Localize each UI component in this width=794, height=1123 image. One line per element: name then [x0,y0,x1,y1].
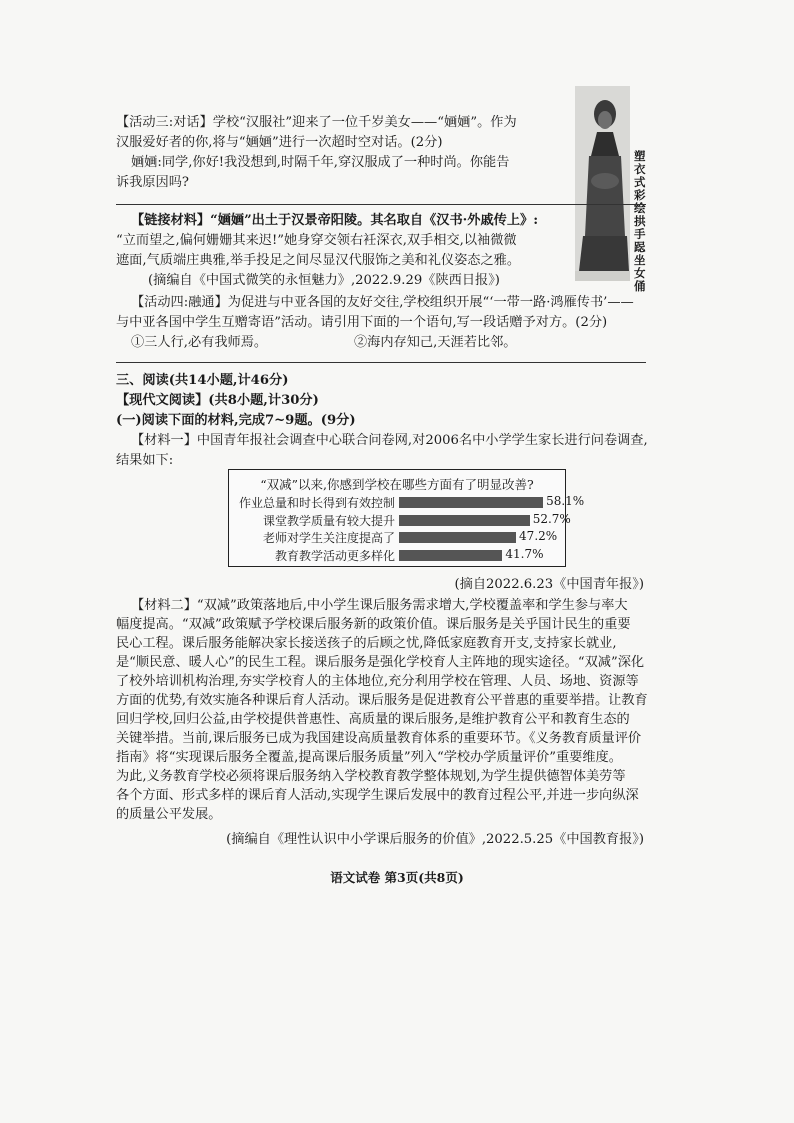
link-material-line3: 遮面,气质端庄典雅,举手投足之间尽显汉代服饰之美和礼仪姿态之雅。 [116,253,521,268]
material2-line: 幅度提高。“双减”政策赋予学校课后服务新的政策价值。课后服务是关乎国计民生的重要 [116,617,631,632]
page-footer: 语文试卷 第3页(共8页) [330,870,464,885]
figurine-image [575,86,630,281]
chart-category-label: 老师对学生关注度提高了 [262,531,395,545]
link-material-line1: 【链接材料】“婳婳”出土于汉景帝阳陵。其名取自《汉书·外戚传上》: [131,213,539,228]
chart-category-label: 课堂教学质量有较大提升 [262,513,395,528]
material2-source: (摘编自《理性认识中小学课后服务的价值》,2022.5.25《中国教育报》) [226,832,644,847]
survey-chart [228,469,585,567]
material1-line2: 结果如下: [116,453,174,468]
material2-line: 各个方面、形式多样的课后育人活动,实现学生课后发展中的教育过程公平,并进一步向纵深 [116,788,639,803]
material2-line: 为此,义务教育学校必须将课后服务纳入学校教育教学整体规划,为学生提供德智体美劳等 [116,769,626,784]
material2-line: 是“顺民意、暖人心”的民生工程。课后服务是强化学校育人主阵地的现实途径。“双减”深化 [116,655,645,670]
chart-bar [399,532,516,543]
divider [116,204,646,205]
material2-line: 回归学校,回归公益,由学校提供普惠性、高质量的课后服务,是维护教育公平和教育生态的 [116,712,630,727]
chart-value-label: 47.2% [519,529,558,543]
activity4-line1: 【活动四:融通】为促进与中亚各国的友好交往,学校组织开展“‘一带一路·鸿雁传书’—— [131,295,634,310]
material1-source: (摘自2022.6.23《中国青年报》) [454,577,644,592]
material2-line: 关键举措。当前,课后服务已成为我国建设高质量教育体系的重要环节。《义务教育质量评价 [116,731,642,746]
material2-line: 了校外培训机构治理,夯实学校育人的主体地位,充分利用学校在管理、人员、场地、资源等 [116,674,639,689]
modern-reading-heading: 【现代文阅读】(共8小题,计30分) [116,393,319,408]
section3-heading: 三、阅读(共14小题,计46分) [116,373,289,388]
chart-bar [399,550,502,561]
material2-line: 方面的优势,有效实施各种课后育人活动。课后服务是促进教育公平普惠的重要举措。让教育 [116,693,648,708]
activity3-line1: 【活动三:对话】学校“汉服社”迎来了一位千岁美女——“婳婳”。作为 [116,115,517,130]
chart-category-label: 作业总量和时长得到有效控制 [238,496,395,510]
link-material-line2: “立而望之,偏何姗姗其来迟!”她身穿交领右衽深衣,双手相交,以袖微微 [116,233,517,248]
material1-line1: 【材料一】中国青年报社会调查中心联合问卷网,对2006名中小学学生家长进行问卷调查, [131,433,648,448]
activity4-line2: 与中亚各国中学生互赠寄语”活动。请引用下面的一个语句,写一段话赠予对方。(2分) [116,315,608,330]
activity4-option2: ②海内存知己,天涯若比邻。 [354,335,517,350]
chart-value-label: 58.1% [546,494,585,508]
material2-line: 指南》将“实现课后服务全覆盖,提高课后服务质量”列入“学校办学质量评价”重要维度。 [116,750,622,765]
activity3-line2: 汉服爱好者的你,将与“婳婳”进行一次超时空对话。(2分) [116,135,443,150]
activity4-option1: ①三人行,必有我师焉。 [131,335,268,350]
chart-value-label: 52.7% [532,511,571,526]
figure-caption: 塑衣式彩绘拱手跽坐女俑 [634,149,646,293]
chart-title: “双减”以来,你感到学校在哪些方面有了明显改善? [260,477,534,492]
activity3-line4: 诉我原因吗? [116,175,190,190]
material2-line: 的质量公平发展。 [116,807,222,822]
chart-category-label: 教育教学活动更多样化 [274,548,395,563]
link-material-source: (摘编自《中国式微笑的永恒魅力》,2022.9.29《陕西日报》) [148,273,500,288]
material2-line: 【材料二】“双减”政策落地后,中小学生课后服务需求增大,学校覆盖率和学生参与率大 [131,598,628,613]
chart-bar [399,515,530,526]
material2-line: 民心工程。课后服务能解决家长接送孩子的后顾之忧,降低家庭教育开支,支持家长就业, [116,636,617,651]
divider [116,362,646,363]
activity3-line3: 婳婳:同学,你好!我没想到,时隔千年,穿汉服成了一种时尚。你能告 [131,155,510,170]
chart-value-label: 41.7% [505,546,544,561]
chart-bar [399,497,543,508]
part1-heading: (一)阅读下面的材料,完成7~9题。(9分) [116,413,356,428]
